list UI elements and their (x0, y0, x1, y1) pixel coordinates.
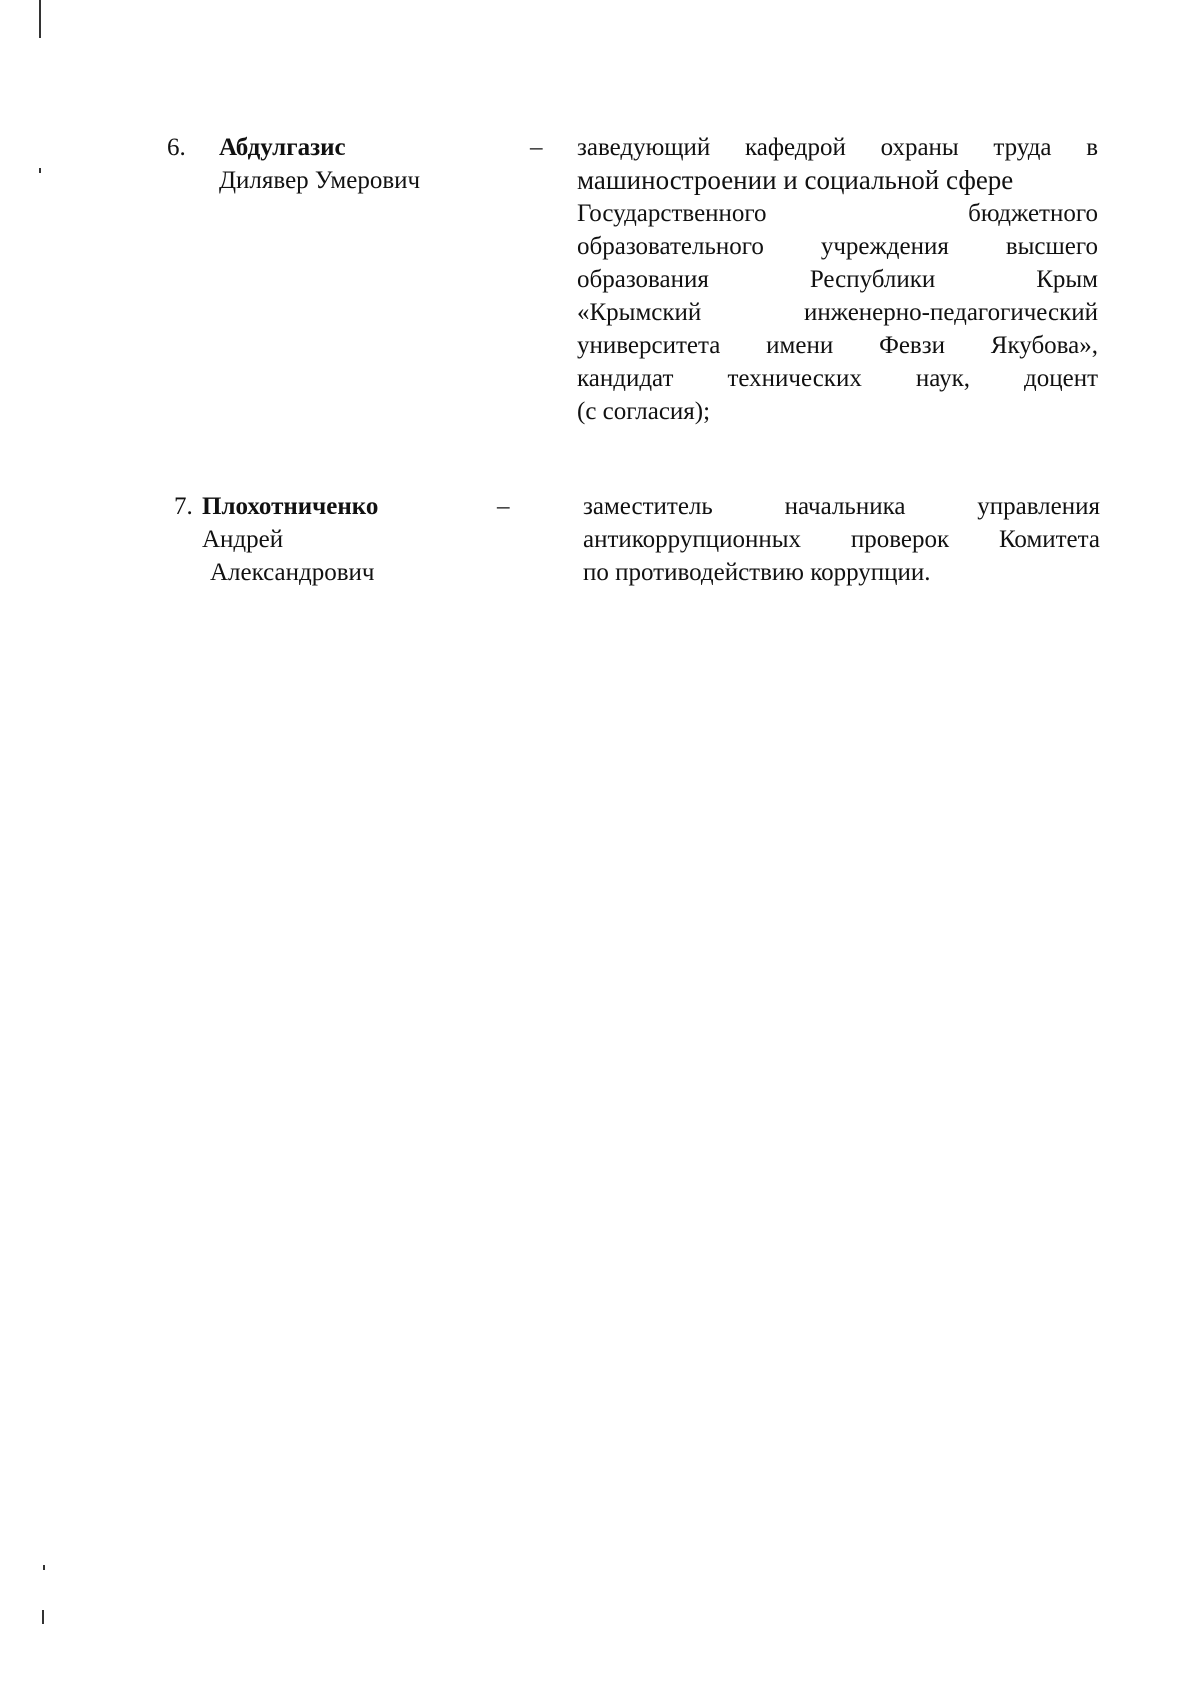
description-line: заместитель начальника управления (583, 493, 1100, 520)
member-name (202, 490, 378, 589)
dash-separator: – (530, 134, 543, 161)
description-line: образования Республики Крым (577, 266, 1098, 293)
description-line: университета имени Февзи Якубова», (577, 332, 1098, 359)
description-line: «Крымский инженерно-педагогический (577, 299, 1098, 326)
description-line: по противодействию коррупции. (583, 559, 931, 586)
dash-separator: – (497, 493, 510, 520)
member-given-names: Дилявер Умерович (219, 167, 421, 194)
description-line: заведующий кафедрой охраны труда в (577, 134, 1098, 161)
member-patronymic: Александрович (210, 559, 375, 586)
scan-artifact-mark (39, 0, 41, 38)
member-number: 7. (174, 493, 193, 520)
description-line: машиностроении и социальной сфере (577, 165, 1014, 195)
member-number: 6. (167, 134, 186, 161)
description-line: (с согласия); (577, 398, 711, 425)
member-name (219, 131, 420, 197)
member-description (577, 131, 1098, 428)
description-line: кандидат технических наук, доцент (577, 365, 1098, 392)
description-line: антикоррупционных проверок Комитета (583, 526, 1100, 553)
member-given-name: Андрей (202, 526, 284, 553)
scan-artifact-mark (43, 1565, 45, 1570)
member-surname: Плохотниченко (202, 493, 379, 520)
description-line: Государственного бюджетного (577, 200, 1098, 227)
description-line: образовательного учреждения высшего (577, 233, 1098, 260)
scan-artifact-mark (39, 168, 41, 173)
member-surname: Абдулгазис (219, 134, 346, 161)
member-description (583, 490, 1100, 589)
scan-artifact-mark (42, 1610, 44, 1624)
